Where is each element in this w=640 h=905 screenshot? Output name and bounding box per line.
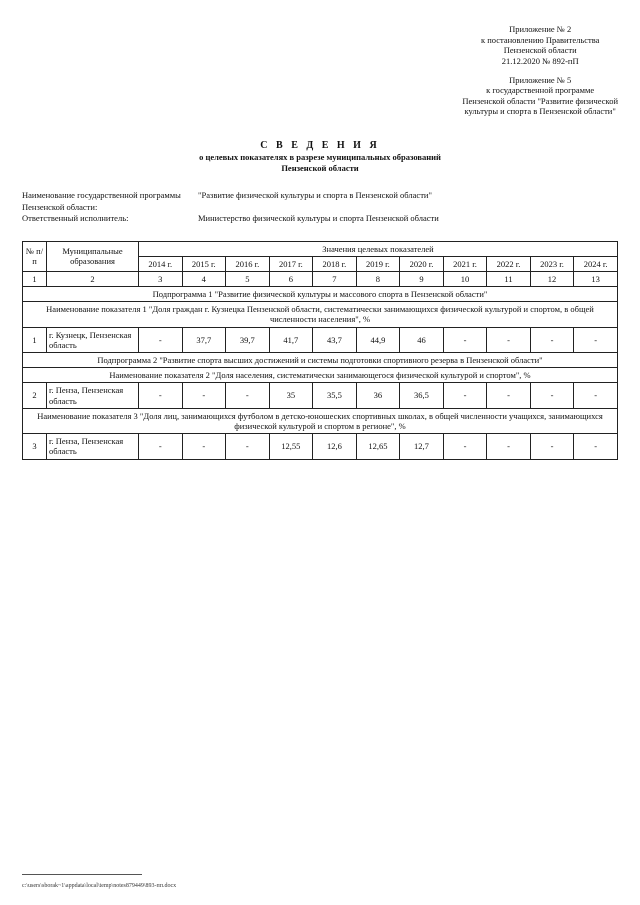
column-number: 2 [47,271,139,286]
subprogram-2: Подпрограмма 2 "Развитие спорта высших достижений и системы подготовки спортивного резерва в Пензенской области" [23,353,618,368]
header-year: 2024 г. [574,256,618,271]
column-number: 10 [443,271,487,286]
indicator-row [23,408,618,433]
table-row [23,383,618,408]
header-municipality: Муниципальные образования [47,241,139,271]
column-number: 3 [139,271,183,286]
header-num: № п/п [23,241,47,271]
value-cell: - [487,327,531,352]
value-cell: 36 [356,383,400,408]
indicator-row [23,302,618,327]
value-cell: 46 [400,327,444,352]
value-cell: 12,6 [313,434,357,459]
document-heading [22,139,618,174]
program-info [22,190,618,224]
value-cell: 35 [269,383,313,408]
appendix-program-line: к государственной программе [486,85,595,96]
value-cell: 12,55 [269,434,313,459]
value-cell: - [443,327,487,352]
value-cell: 41,7 [269,327,313,352]
value-cell: 35,5 [313,383,357,408]
appendix-program-line: Приложение № 5 [509,74,572,85]
header-year: 2021 г. [443,256,487,271]
header-row [23,241,618,256]
appendix-program [462,75,618,118]
row-num: 1 [23,327,47,352]
program-name-row [22,190,618,213]
header-year: 2017 г. [269,256,313,271]
program-name-value: "Развитие физической культуры и спорта в Пензенской области" [198,190,432,201]
heading-region: Пензенской области [281,163,359,174]
column-number: 13 [574,271,618,286]
appendix-decree-line: Пензенской области [503,45,577,56]
value-cell: - [226,383,270,408]
row-municipality: г. Кузнецк, Пензенская область [47,327,139,352]
value-cell: - [487,434,531,459]
value-cell: - [443,434,487,459]
header-year: 2023 г. [530,256,574,271]
row-num: 3 [23,434,47,459]
row-municipality: г. Пенза, Пензенская область [47,383,139,408]
header-year: 2016 г. [226,256,270,271]
value-cell: - [530,383,574,408]
header-year: 2015 г. [182,256,226,271]
appendix-block [22,24,618,125]
column-number: 1 [23,271,47,286]
appendix-program-line: Пензенской области "Развитие физической [462,95,618,106]
column-number: 12 [530,271,574,286]
subprogram-row [23,353,618,368]
heading-subtitle: о целевых показателях в разрезе муниципальных образований [199,152,441,162]
header-values: Значения целевых показателей [139,241,618,256]
column-number: 6 [269,271,313,286]
subprogram-1: Подпрограмма 1 "Развитие физической культуры и массового спорта в Пензенской области" [23,287,618,302]
value-cell: 12,65 [356,434,400,459]
value-cell: - [530,434,574,459]
table-row [23,434,618,459]
table-row [23,327,618,352]
footer-divider [22,874,142,875]
appendix-decree-line: к постановлению Правительства [480,34,600,45]
executor-row [22,213,618,224]
indicator-2: Наименование показателя 2 "Доля населения, систематически занимающегося физической культурой и спортом", % [23,368,618,383]
row-num: 2 [23,383,47,408]
indicators-table [22,241,618,460]
value-cell: - [574,327,618,352]
appendix-decree-line: Приложение № 2 [509,24,572,34]
column-number: 11 [487,271,531,286]
value-cell: 36,5 [400,383,444,408]
column-number: 5 [226,271,270,286]
column-number: 8 [356,271,400,286]
value-cell: 12,7 [400,434,444,459]
header-year: 2020 г. [400,256,444,271]
value-cell: - [182,383,226,408]
indicator-row [23,368,618,383]
row-municipality: г. Пенза, Пензенская область [47,434,139,459]
value-cell: - [182,434,226,459]
appendix-program-line: культуры и спорта в Пензенской области" [464,106,616,117]
value-cell: 37,7 [182,327,226,352]
column-number: 9 [400,271,444,286]
value-cell: 39,7 [226,327,270,352]
column-number: 7 [313,271,357,286]
value-cell: - [487,383,531,408]
header-year: 2019 г. [356,256,400,271]
value-cell: - [139,383,183,408]
header-year: 2018 г. [313,256,357,271]
column-number: 4 [182,271,226,286]
value-cell: 43,7 [313,327,357,352]
indicator-3: Наименование показателя 3 "Доля лиц, занимающихся футболом в детско-юношеских спортивных школах, в общей численности учащихся, занимающихся физической культурой и спортом в регионе", % [23,408,618,433]
value-cell: - [574,383,618,408]
header-year: 2014 г. [139,256,183,271]
subprogram-row [23,287,618,302]
file-path-footer: c:\users\sborak~1\appdata\local\temp\notes879449\893-пп.docx [22,883,177,889]
executor-value: Министерство физической культуры и спорта Пензенской области [198,213,439,224]
appendix-decree-line: 21.12.2020 № 892-пП [501,55,579,66]
value-cell: - [139,327,183,352]
executor-label: Ответственный исполнитель: [22,213,129,224]
value-cell: - [139,434,183,459]
indicator-1: Наименование показателя 1 "Доля граждан г. Кузнецка Пензенской области, систематически занимающихся физической культурой и спортом, в общей численности населения", % [23,302,618,327]
value-cell: - [443,383,487,408]
value-cell: 44,9 [356,327,400,352]
header-year: 2022 г. [487,256,531,271]
program-name-label: Наименование государственной программы Пензенской области: [22,190,181,212]
value-cell: - [226,434,270,459]
value-cell: - [574,434,618,459]
heading-title: С В Е Д Е Н И Я [260,140,380,151]
appendix-decree [462,24,618,67]
column-numbers-row [23,271,618,286]
value-cell: - [530,327,574,352]
